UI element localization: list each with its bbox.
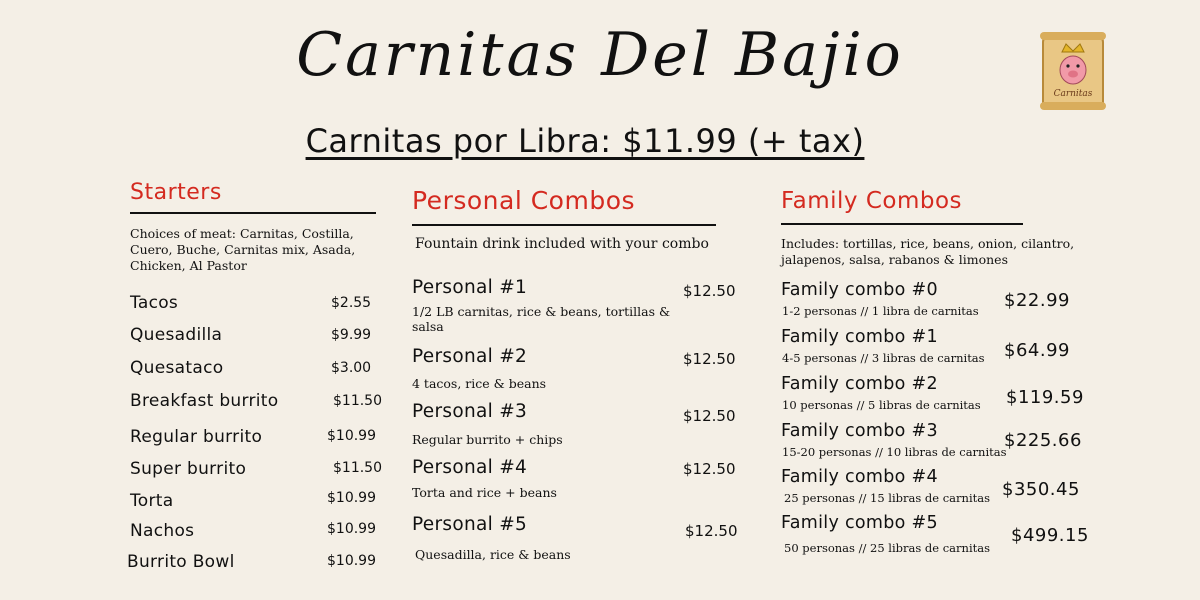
- starter-item-name: Quesadilla: [130, 325, 223, 345]
- starter-item-name: Torta: [130, 491, 174, 511]
- family-combo-desc: 10 personas // 5 libras de carnitas: [782, 398, 981, 412]
- personal-combo-name: Personal #2: [412, 346, 528, 367]
- starter-item-name: Super burrito: [130, 459, 247, 479]
- family-combos-divider: [781, 223, 1023, 225]
- starter-item-price: $9.99: [331, 327, 372, 343]
- family-combo-desc: 15-20 personas // 10 libras de carnitas: [782, 445, 1007, 459]
- family-combo-name: Family combo #1: [781, 327, 938, 347]
- personal-combo-price: $12.50: [683, 407, 736, 425]
- personal-combo-name: Personal #4: [412, 457, 528, 478]
- family-combo-price: $22.99: [1004, 290, 1070, 311]
- family-combo-name: Family combo #0: [781, 280, 938, 300]
- starter-item-price: $3.00: [331, 360, 372, 376]
- personal-combo-price: $12.50: [685, 522, 738, 540]
- personal-combo-name: Personal #3: [412, 401, 528, 422]
- personal-combos-note: Fountain drink included with your combo: [415, 236, 709, 252]
- family-combo-desc: 25 personas // 15 libras de carnitas: [784, 491, 991, 505]
- personal-combo-desc: Torta and rice + beans: [412, 485, 557, 500]
- personal-combo-desc: Regular burrito + chips: [412, 432, 563, 447]
- pig-with-crown-icon: [1040, 30, 1106, 112]
- starters-divider: [130, 212, 376, 214]
- starter-item-name: Nachos: [130, 521, 195, 541]
- personal-combo-desc: 1/2 LB carnitas, rice & beans, tortillas & salsa: [412, 304, 671, 334]
- family-combo-price: $225.66: [1004, 430, 1082, 451]
- personal-combo-desc: Quesadilla, rice & beans: [415, 547, 571, 562]
- personal-combo-desc: 4 tacos, rice & beans: [412, 376, 547, 391]
- personal-combo-name: Personal #1: [412, 277, 528, 298]
- starters-heading: Starters: [130, 180, 222, 205]
- personal-combos-heading: Personal Combos: [412, 186, 636, 215]
- starter-item-price: $10.99: [327, 553, 376, 569]
- family-combos-note: Includes: tortillas, rice, beans, onion, cilantro, jalapenos, salsa, rabanos & limones: [781, 236, 1075, 267]
- family-combo-desc: 1-2 personas // 1 libra de carnitas: [782, 304, 979, 318]
- starter-item-price: $11.50: [333, 460, 382, 476]
- family-combo-name: Family combo #2: [781, 374, 938, 394]
- starters-meat-note: Choices of meat: Carnitas, Costilla, Cuero, Buche, Carnitas mix, Asada, Chicken, Al Pastor: [130, 226, 356, 273]
- logo-text: Carnitas: [1053, 89, 1093, 99]
- family-combos-heading: Family Combos: [781, 188, 963, 214]
- starter-item-price: $10.99: [327, 428, 376, 444]
- restaurant-title: Carnitas Del Bajio: [296, 20, 904, 90]
- starter-item-price: $10.99: [327, 521, 376, 537]
- price-per-pound-banner: Carnitas por Libra: $11.99 (+ tax): [305, 122, 865, 160]
- family-combo-desc: 50 personas // 25 libras de carnitas: [784, 541, 991, 555]
- starter-item-price: $2.55: [331, 295, 372, 311]
- personal-combo-price: $12.50: [683, 460, 736, 478]
- personal-combo-price: $12.50: [683, 282, 736, 300]
- starter-item-price: $10.99: [327, 490, 376, 506]
- starter-item-name: Burrito Bowl: [127, 552, 235, 572]
- starter-item-name: Tacos: [130, 293, 179, 313]
- starter-item-name: Breakfast burrito: [130, 391, 279, 411]
- family-combo-price: $119.59: [1006, 387, 1084, 408]
- personal-combo-name: Personal #5: [412, 514, 528, 535]
- starter-item-name: Regular burrito: [130, 427, 263, 447]
- family-combo-price: $499.15: [1011, 525, 1089, 546]
- family-combo-name: Family combo #3: [781, 421, 938, 441]
- starter-item-name: Quesataco: [130, 358, 224, 378]
- family-combo-name: Family combo #4: [781, 467, 938, 487]
- starter-item-price: $11.50: [333, 393, 382, 409]
- family-combo-name: Family combo #5: [781, 513, 938, 533]
- family-combo-desc: 4-5 personas // 3 libras de carnitas: [782, 351, 985, 365]
- personal-combo-price: $12.50: [683, 350, 736, 368]
- family-combo-price: $350.45: [1002, 479, 1080, 500]
- personal-combos-divider: [412, 224, 716, 226]
- family-combo-price: $64.99: [1004, 340, 1070, 361]
